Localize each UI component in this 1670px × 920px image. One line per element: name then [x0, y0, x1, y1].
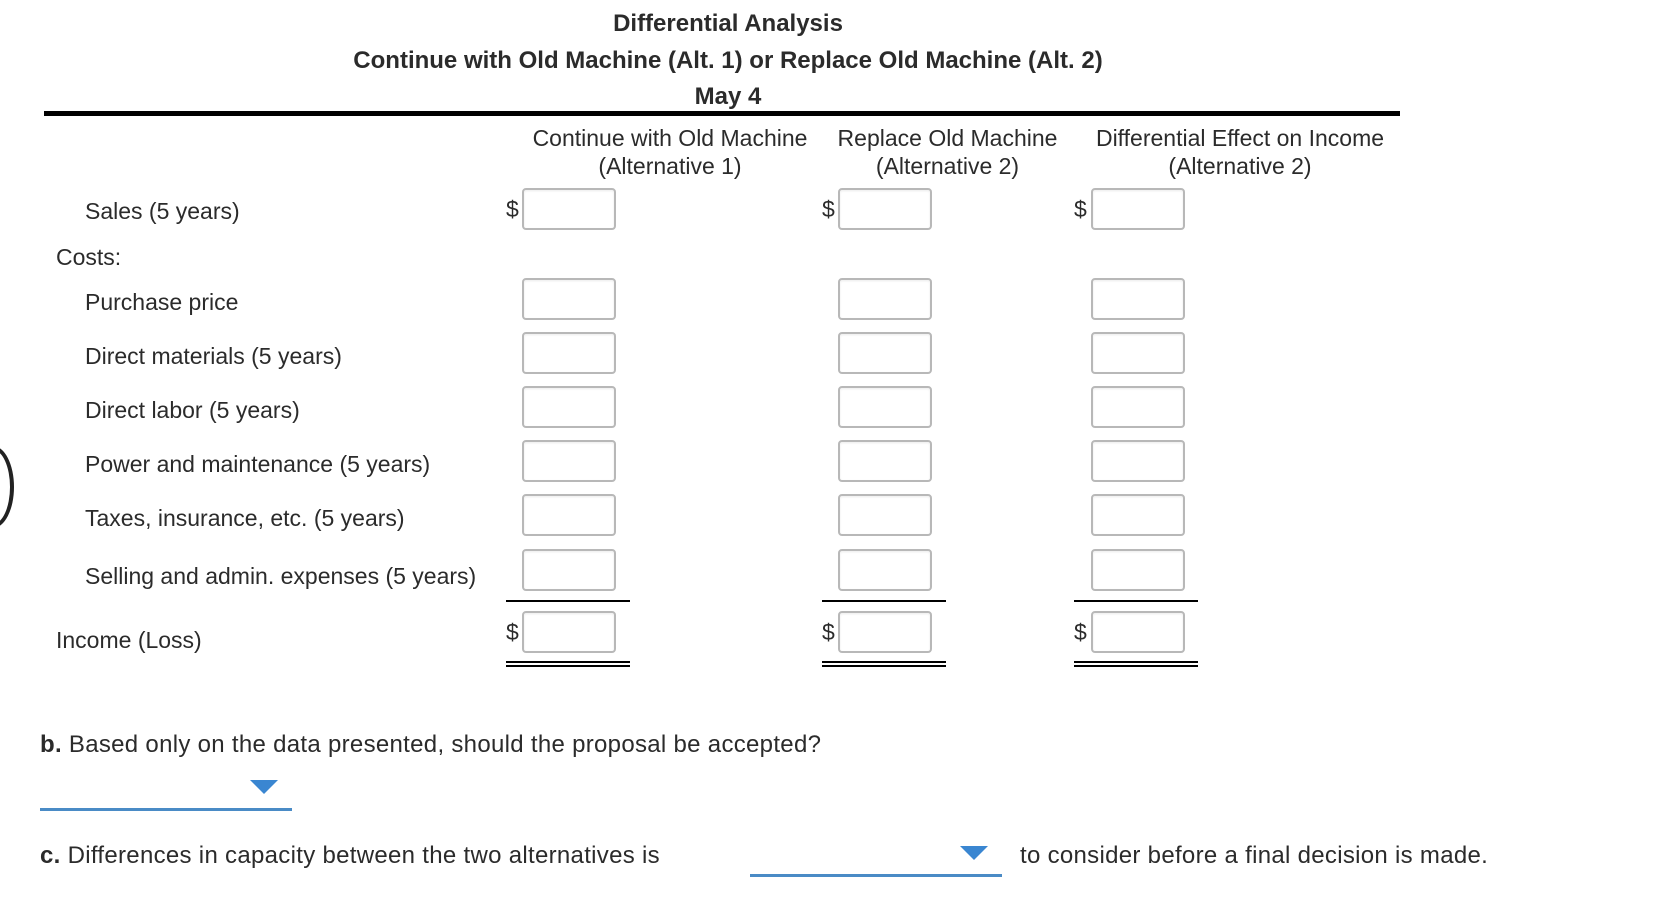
dollar-sign-sales-alt1: $ [506, 196, 519, 222]
total-double-rule-alt2 [822, 661, 946, 667]
subtotal-rule-alt1 [506, 600, 630, 602]
column-header-differential-line1: Differential Effect on Income [1095, 125, 1385, 151]
proposal-accept-dropdown[interactable] [40, 774, 292, 811]
row-label-taxes-insurance: Taxes, insurance, etc. (5 years) [85, 505, 405, 531]
purchase-price-alt1-input[interactable] [522, 278, 616, 320]
dollar-sign-sales-alt2: $ [822, 196, 835, 222]
power-maintenance-diff-input[interactable] [1091, 440, 1185, 482]
column-header-differential-line2: (Alternative 2) [1168, 153, 1312, 179]
row-label-selling-admin: Selling and admin. expenses (5 years) [85, 563, 477, 589]
dollar-sign-income-diff: $ [1074, 619, 1087, 645]
purchase-price-diff-input[interactable] [1091, 278, 1185, 320]
row-label-income: Income (Loss) [56, 627, 202, 653]
report-date: May 4 [694, 83, 762, 110]
selling-admin-alt1-input[interactable] [522, 549, 616, 591]
column-header-alt2-line2: (Alternative 2) [875, 153, 1020, 179]
question-c-letter: c. [40, 842, 61, 869]
row-label-direct-labor: Direct labor (5 years) [85, 397, 300, 423]
total-double-rule-diff [1074, 661, 1198, 667]
row-label-direct-materials: Direct materials (5 years) [85, 343, 342, 369]
income-diff-input[interactable] [1091, 611, 1185, 653]
chevron-down-icon [250, 780, 278, 794]
direct-labor-alt2-input[interactable] [838, 386, 932, 428]
selling-admin-alt2-input[interactable] [838, 549, 932, 591]
dollar-sign-income-alt2: $ [822, 619, 835, 645]
dollar-sign-sales-diff: $ [1074, 196, 1087, 222]
sales-alt1-input[interactable] [522, 188, 616, 230]
taxes-insurance-alt1-input[interactable] [522, 494, 616, 536]
question-c-text-after: to consider before a final decision is made. [1020, 842, 1489, 869]
total-double-rule-alt1 [506, 661, 630, 667]
question-c [40, 842, 660, 870]
chevron-down-icon [960, 846, 988, 860]
report-subtitle: Continue with Old Machine (Alt. 1) or Replace Old Machine (Alt. 2) [353, 47, 1103, 74]
direct-materials-alt1-input[interactable] [522, 332, 616, 374]
direct-materials-diff-input[interactable] [1091, 332, 1185, 374]
column-header-alt1 [520, 124, 820, 180]
question-c-text-before: Differences in capacity between the two alternatives is [67, 842, 660, 869]
row-label-costs: Costs: [56, 244, 122, 270]
direct-labor-diff-input[interactable] [1091, 386, 1185, 428]
column-header-alt2-line1: Replace Old Machine [837, 125, 1058, 151]
question-b-text: Based only on the data presented, should the proposal be accepted? [68, 731, 822, 758]
power-maintenance-alt2-input[interactable] [838, 440, 932, 482]
row-label-purchase-price: Purchase price [85, 289, 239, 315]
income-alt2-input[interactable] [838, 611, 932, 653]
row-label-sales: Sales (5 years) [85, 198, 240, 224]
header-rule [44, 111, 1400, 116]
left-edge-arc-decoration [0, 446, 14, 528]
sales-alt2-input[interactable] [838, 188, 932, 230]
dollar-sign-income-alt1: $ [506, 619, 519, 645]
direct-labor-alt1-input[interactable] [522, 386, 616, 428]
subtotal-rule-alt2 [822, 600, 946, 602]
capacity-difference-dropdown[interactable] [750, 840, 1002, 877]
question-b-letter: b. [40, 731, 62, 758]
selling-admin-diff-input[interactable] [1091, 549, 1185, 591]
taxes-insurance-diff-input[interactable] [1091, 494, 1185, 536]
row-label-power-maintenance: Power and maintenance (5 years) [85, 451, 431, 477]
report-title: Differential Analysis [613, 10, 843, 37]
subtotal-rule-diff [1074, 600, 1198, 602]
taxes-insurance-alt2-input[interactable] [838, 494, 932, 536]
column-header-alt1-line2: (Alternative 1) [598, 153, 742, 179]
column-header-differential [1090, 124, 1390, 180]
power-maintenance-alt1-input[interactable] [522, 440, 616, 482]
question-b [40, 731, 821, 759]
sales-diff-input[interactable] [1091, 188, 1185, 230]
income-alt1-input[interactable] [522, 611, 616, 653]
purchase-price-alt2-input[interactable] [838, 278, 932, 320]
direct-materials-alt2-input[interactable] [838, 332, 932, 374]
column-header-alt2 [835, 124, 1060, 180]
column-header-alt1-line1: Continue with Old Machine [532, 125, 808, 151]
